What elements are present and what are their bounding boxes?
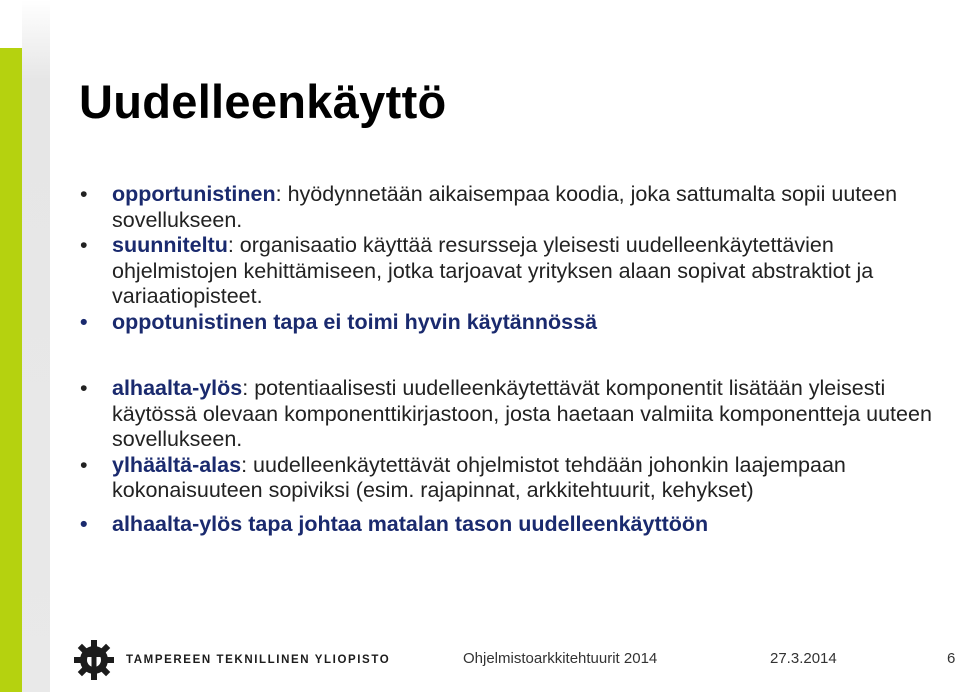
bullet-dot: •	[80, 309, 88, 334]
bullet-item	[80, 376, 950, 453]
university-logo	[72, 638, 390, 682]
slide-title: Uudelleenkäyttö	[79, 75, 447, 128]
bullet-text: : potentiaalisesti uudelleenkäytettävät komponentit lisätään yleisesti käytössä olevaan komponenttikirjastoon, josta haetaan valmiita komponentteja uuteen sovellukseen.	[112, 376, 932, 451]
bullet-dot: •	[80, 452, 88, 477]
bullet-term: oppotunistinen tapa ei toimi hyvin käytännössä	[112, 309, 598, 334]
bullet-item	[80, 182, 950, 233]
bullet-item	[80, 453, 950, 504]
university-name: TAMPEREEN TEKNILLINEN YLIOPISTO	[126, 654, 391, 666]
accent-bar-green	[0, 48, 22, 692]
bullet-item	[80, 233, 950, 310]
page-number: 6	[947, 650, 956, 667]
bullet-term: alhaalta-ylös	[112, 376, 243, 400]
bullet-text: : hyödynnetään aikaisempaa koodia, joka sattumalta sopii uuteen sovellukseen.	[112, 182, 898, 232]
footer-course: Ohjelmistoarkkitehtuurit 2014	[463, 650, 658, 667]
bullet-term: ylhäältä-alas	[112, 452, 242, 477]
accent-bar-grey	[22, 0, 50, 692]
bullet-list	[80, 182, 950, 537]
bullet-term: alhaalta-ylös tapa johtaa matalan tason uudelleenkäyttöön	[112, 511, 709, 536]
bullet-dot: •	[80, 233, 88, 257]
bullet-text: : organisaatio käyttää resursseja yleisesti uudelleenkäytettävien ohjelmistojen kehittämiseen, jotka tarjoavat yrityksen alaan sopivat abstraktiot ja variaatiopisteet.	[112, 233, 874, 308]
bullet-dot: •	[80, 182, 88, 206]
gear-logo-icon	[72, 638, 116, 682]
bullet-item	[80, 512, 950, 538]
bullet-term: suunniteltu	[112, 233, 228, 257]
bullet-dot: •	[80, 511, 88, 536]
bullet-term: opportunistinen	[112, 182, 276, 206]
bullet-dot: •	[80, 376, 88, 400]
bullet-text: : uudelleenkäytettävät ohjelmistot tehdään johonkin laajempaan kokonaisuuteen sopiviksi (esim. rajapinnat, arkkitehtuurit, kehykset)	[112, 452, 846, 502]
footer-date: 27.3.2014	[770, 650, 837, 667]
bullet-item	[80, 310, 950, 336]
